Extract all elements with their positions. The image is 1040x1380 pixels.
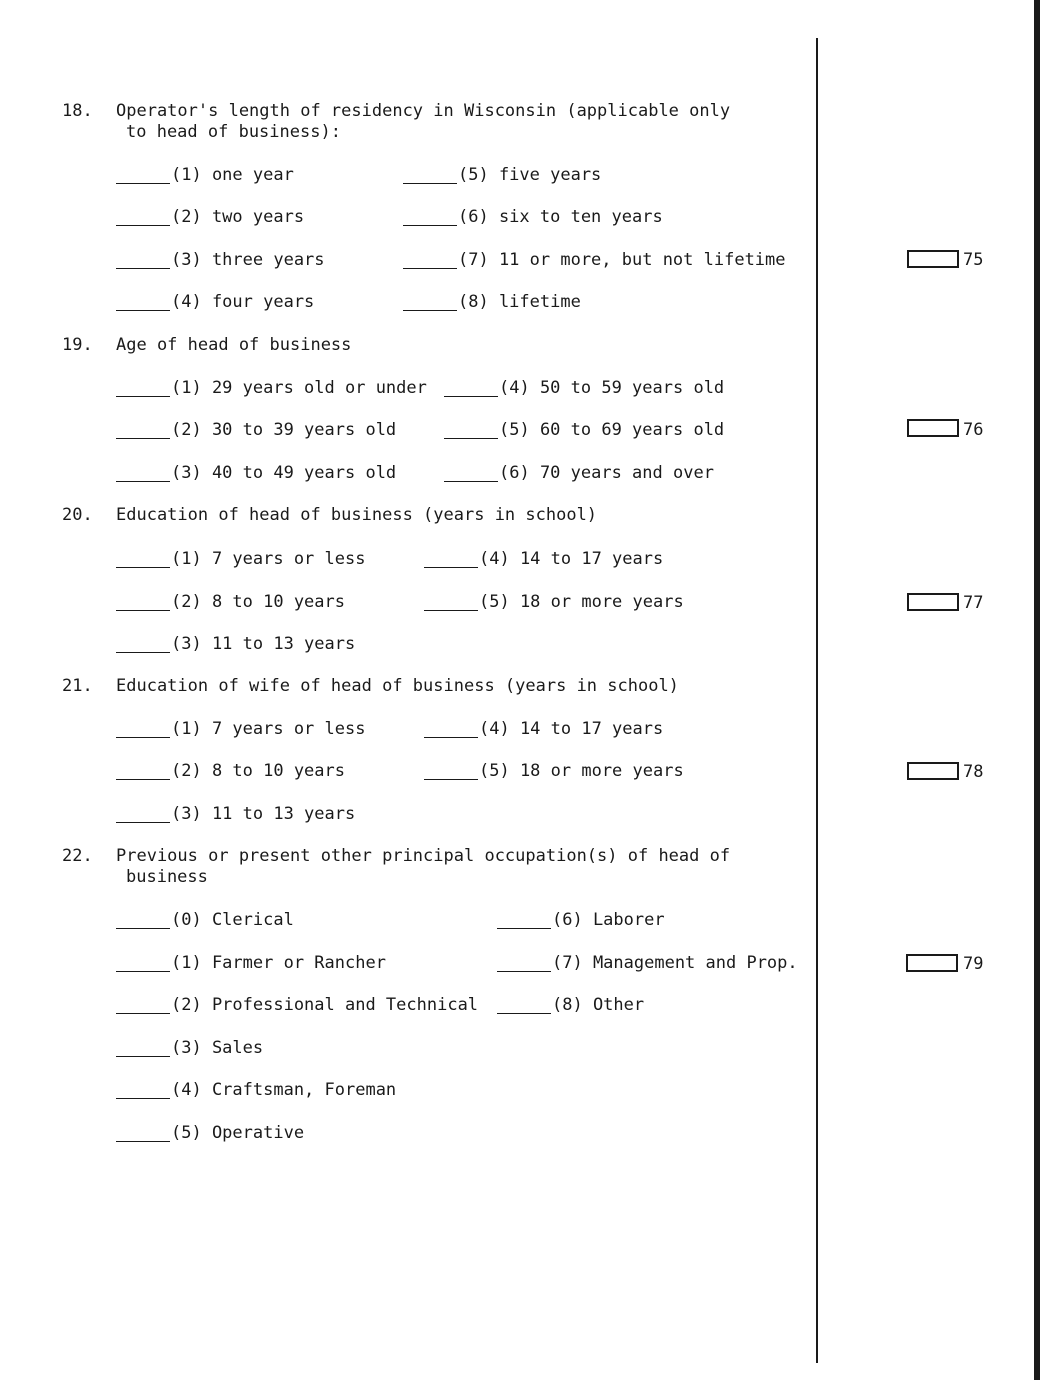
option-label: (5) 18 or more years: [479, 761, 684, 781]
answer-blank[interactable]: [116, 971, 170, 972]
option-label: (3) 40 to 49 years old: [171, 463, 397, 483]
question-number: 21.: [62, 676, 93, 696]
question-text: to head of business):: [126, 122, 341, 142]
option-label: (5) Operative: [171, 1123, 305, 1143]
answer-blank[interactable]: [403, 183, 457, 184]
option-label: (3) 11 to 13 years: [171, 634, 356, 654]
answer-blank[interactable]: [403, 225, 457, 226]
option-label: (5) 60 to 69 years old: [499, 420, 725, 440]
option-label: (0) Clerical: [171, 910, 294, 930]
option-label: (1) 7 years or less: [171, 719, 366, 739]
answer-blank[interactable]: [116, 779, 170, 780]
answer-blank[interactable]: [497, 971, 551, 972]
answer-blank[interactable]: [116, 268, 170, 269]
answer-blank[interactable]: [116, 610, 170, 611]
option-label: (2) two years: [171, 207, 305, 227]
code-box[interactable]: [907, 419, 959, 437]
answer-blank[interactable]: [444, 481, 498, 482]
code-number: 77: [963, 593, 984, 613]
answer-blank[interactable]: [116, 1098, 170, 1099]
code-number: 76: [963, 420, 984, 440]
option-label: (4) 50 to 59 years old: [499, 378, 725, 398]
option-label: (4) four years: [171, 292, 315, 312]
question-text: business: [126, 867, 208, 887]
question-text: Age of head of business: [116, 335, 352, 355]
code-box[interactable]: [907, 762, 959, 780]
option-label: (1) 29 years old or under: [171, 378, 427, 398]
code-box[interactable]: [906, 954, 958, 972]
answer-blank[interactable]: [116, 1013, 170, 1014]
option-label: (6) six to ten years: [458, 207, 663, 227]
question-text: Previous or present other principal occupation(s) of head of: [116, 846, 731, 866]
answer-blank[interactable]: [444, 438, 498, 439]
answer-blank[interactable]: [403, 268, 457, 269]
option-label: (3) 11 to 13 years: [171, 804, 356, 824]
answer-blank[interactable]: [403, 310, 457, 311]
answer-blank[interactable]: [116, 652, 170, 653]
question-number: 18.: [62, 101, 93, 121]
answer-blank[interactable]: [116, 567, 170, 568]
option-label: (3) Sales: [171, 1038, 264, 1058]
answer-blank[interactable]: [116, 183, 170, 184]
answer-blank[interactable]: [497, 928, 551, 929]
option-label: (7) 11 or more, but not lifetime: [458, 250, 786, 270]
option-label: (2) 8 to 10 years: [171, 592, 345, 612]
answer-blank[interactable]: [424, 779, 478, 780]
option-label: (4) Craftsman, Foreman: [171, 1080, 397, 1100]
answer-blank[interactable]: [424, 610, 478, 611]
code-box[interactable]: [907, 593, 959, 611]
answer-blank[interactable]: [116, 822, 170, 823]
answer-blank[interactable]: [424, 737, 478, 738]
option-label: (5) 18 or more years: [479, 592, 684, 612]
answer-blank[interactable]: [116, 1056, 170, 1057]
answer-blank[interactable]: [116, 225, 170, 226]
option-label: (3) three years: [171, 250, 325, 270]
answer-blank[interactable]: [116, 438, 170, 439]
code-number: 78: [963, 762, 984, 782]
code-number: 75: [963, 250, 984, 270]
option-label: (8) lifetime: [458, 292, 581, 312]
answer-blank[interactable]: [444, 396, 498, 397]
option-label: (1) 7 years or less: [171, 549, 366, 569]
answer-blank[interactable]: [116, 737, 170, 738]
option-label: (2) Professional and Technical: [171, 995, 479, 1015]
answer-blank[interactable]: [497, 1013, 551, 1014]
code-box[interactable]: [907, 250, 959, 268]
option-label: (2) 8 to 10 years: [171, 761, 345, 781]
question-number: 20.: [62, 505, 93, 525]
option-label: (2) 30 to 39 years old: [171, 420, 397, 440]
answer-blank[interactable]: [116, 310, 170, 311]
answer-blank[interactable]: [116, 1141, 170, 1142]
answer-blank[interactable]: [424, 567, 478, 568]
question-text: Operator's length of residency in Wisconsin (applicable only: [116, 101, 731, 121]
option-label: (6) 70 years and over: [499, 463, 714, 483]
question-text: Education of wife of head of business (years in school): [116, 676, 679, 696]
option-label: (4) 14 to 17 years: [479, 719, 664, 739]
question-number: 19.: [62, 335, 93, 355]
option-label: (1) one year: [171, 165, 294, 185]
question-text: Education of head of business (years in school): [116, 505, 598, 525]
option-label: (6) Laborer: [552, 910, 665, 930]
option-label: (7) Management and Prop.: [552, 953, 798, 973]
answer-blank[interactable]: [116, 396, 170, 397]
answer-blank[interactable]: [116, 481, 170, 482]
option-label: (4) 14 to 17 years: [479, 549, 664, 569]
option-label: (8) Other: [552, 995, 645, 1015]
answer-blank[interactable]: [116, 928, 170, 929]
page-edge: [1034, 0, 1040, 1380]
option-label: (5) five years: [458, 165, 602, 185]
code-number: 79: [963, 954, 984, 974]
option-label: (1) Farmer or Rancher: [171, 953, 386, 973]
question-number: 22.: [62, 846, 93, 866]
margin-rule: [816, 38, 818, 1363]
